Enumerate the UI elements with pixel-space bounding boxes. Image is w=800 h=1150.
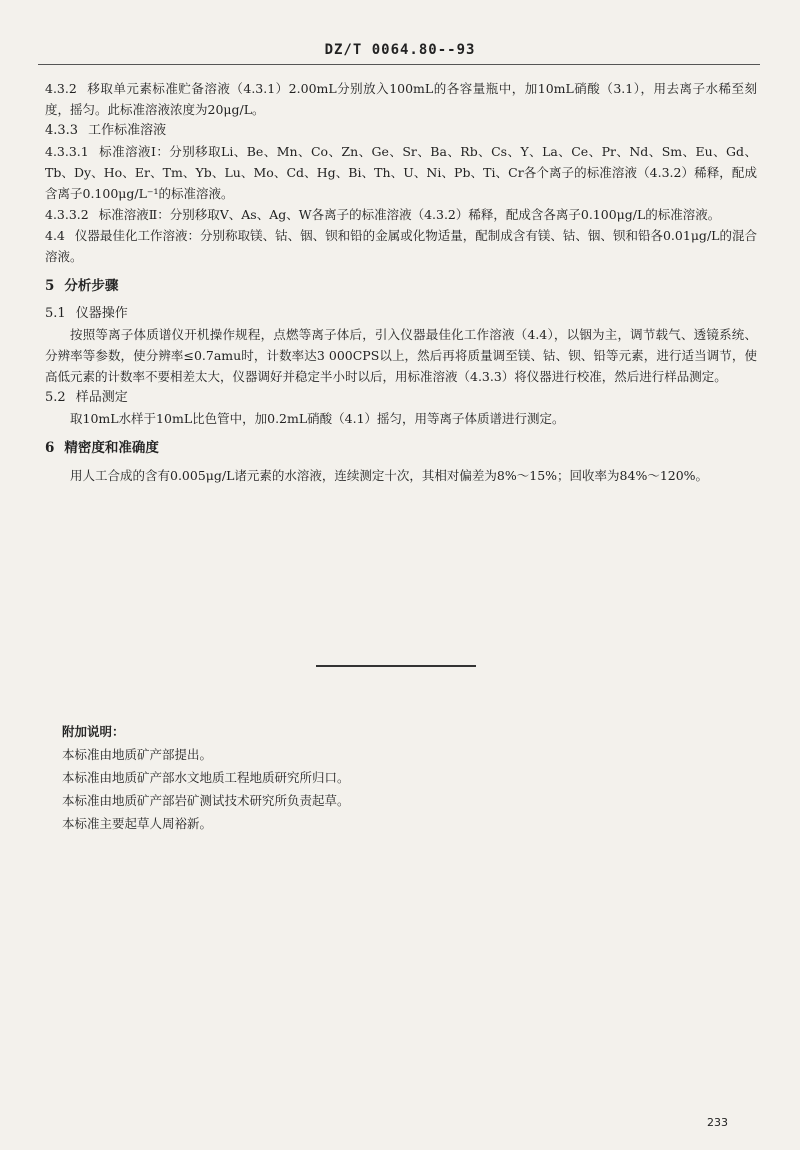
section-4-3-2 — [45, 78, 757, 120]
main-content — [45, 78, 757, 486]
section-5-1-text: 按照等离子体质谱仪开机操作规程，点燃等离子体后，引入仪器最佳化工作溶液（4.4），以铟为主，调节载气、透镜系统、分辨率等参数，使分辨率≤0.7amu时，计数率达3 000CPS以上，然后再将质量调至镁、钴、钡、铅等元素，进行适当调节，使高低元素的计数率不要相差太大，仪器调好并稳定半小时以后，用标准溶液（4.3.3）将仪器进行校准，然后进行样品测定。 — [45, 327, 757, 384]
section-number: 4.3.3.1 — [45, 144, 89, 159]
end-rule — [316, 665, 476, 667]
section-text: 标准溶液Ⅰ：分别移取Li、Be、Mn、Co、Zn、Ge、Sr、Ba、Rb、Cs、Y、La、Ce、Pr、Nd、Sm、Eu、Gd、Tb、Dy、Ho、Er、Tm、Yb、Lu、Mo、Cd、Hg、Bi、Th、U、Ni、Pb、Ti、Cr各个离子的标准溶液（4.3.2）稀释，配成含离子0.100μg/L⁻¹的标准溶液。 — [45, 144, 757, 201]
section-6-heading — [45, 437, 757, 459]
section-title: 工作标准溶液 — [88, 123, 167, 138]
section-4-4 — [45, 225, 757, 267]
section-4-3-3 — [45, 120, 757, 141]
section-number: 6 — [45, 440, 55, 456]
section-5-2-text: 取10mL水样于10mL比色管中，加0.2mL硝酸（4.1）摇匀，用等离子体质谱进行测定。 — [70, 411, 565, 426]
page-number: 233 — [707, 1116, 728, 1129]
section-5-1-heading — [45, 303, 757, 324]
additional-notes — [62, 720, 702, 835]
section-text: 移取单元素标准贮备溶液（4.3.1）2.00mL分别放入100mL的各容量瓶中，加10mL硝酸（3.1），用去离子水稀至刻度，摇匀。此标准溶液浓度为20μg/L。 — [45, 81, 757, 117]
notes-line: 本标准由地质矿产部提出。 — [62, 747, 213, 762]
section-number: 5.2 — [45, 390, 66, 405]
section-number: 5.1 — [45, 306, 66, 321]
section-number: 5 — [45, 278, 55, 294]
notes-line: 本标准由地质矿产部岩矿测试技术研究所负责起草。 — [62, 793, 350, 808]
notes-title: 附加说明： — [62, 724, 125, 739]
section-number: 4.3.2 — [45, 81, 77, 96]
section-4-3-3-2 — [45, 204, 757, 225]
section-title: 样品测定 — [75, 390, 128, 405]
notes-line: 本标准由地质矿产部水文地质工程地质研究所归口。 — [62, 770, 350, 785]
section-title: 仪器操作 — [75, 306, 128, 321]
header-rule — [38, 64, 760, 65]
section-title: 分析步骤 — [64, 278, 119, 294]
section-title: 精密度和准确度 — [64, 440, 159, 456]
section-4-3-3-1 — [45, 141, 757, 204]
section-number: 4.4 — [45, 228, 65, 243]
section-6-text: 用人工合成的含有0.005μg/L诸元素的水溶液，连续测定十次，其相对偏差为8%～15%；回收率为84%～120%。 — [70, 468, 709, 483]
section-number: 4.3.3 — [45, 123, 79, 138]
notes-line: 本标准主要起草人周裕新。 — [62, 816, 213, 831]
standard-code-header: DZ/T 0064.80--93 — [324, 42, 476, 58]
section-text: 标准溶液Ⅱ：分别移取V、As、Ag、W各离子的标准溶液（4.3.2）稀释，配成含各离子0.100μg/L的标准溶液。 — [98, 207, 721, 222]
section-number: 4.3.3.2 — [45, 207, 89, 222]
section-5-2-heading — [45, 387, 757, 408]
section-text: 仪器最佳化工作溶液：分别称取镁、钴、铟、钡和铅的金属或化物适量，配制成含有镁、钴、铟、钡和铅各0.01μg/L的混合溶液。 — [45, 228, 757, 264]
section-5-heading — [45, 275, 757, 297]
